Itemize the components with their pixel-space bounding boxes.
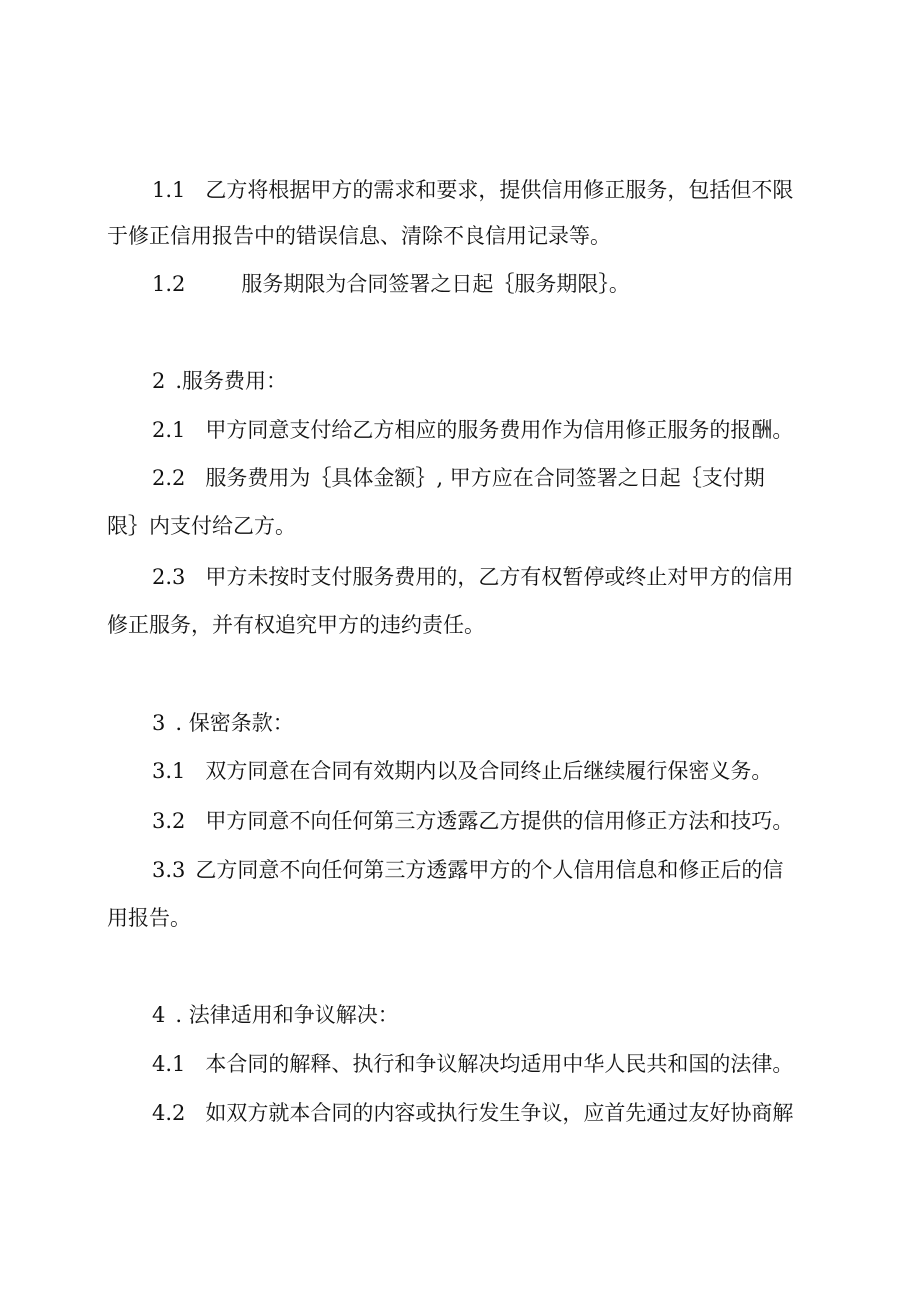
clause-number: 2.1 — [152, 418, 186, 442]
clause-2-3-line-1 — [152, 562, 862, 592]
clause-text: 用报告。 — [107, 906, 191, 930]
clause-number: 3.3 — [152, 858, 186, 882]
clause-1-2 — [152, 269, 862, 299]
clause-text: 服务费用为｛具体金额｝, 甲方应在合同签署之日起｛支付期 — [205, 466, 765, 490]
clause-text: 于修正信用报告中的错误信息、清除不良信用记录等。 — [107, 224, 611, 248]
clause-3-2 — [152, 806, 862, 836]
clause-text: 限｝内支付给乙方。 — [107, 514, 296, 538]
clause-text: 双方同意在合同有效期内以及合同终止后继续履行保密义务。 — [205, 759, 773, 783]
clause-text: 本合同的解释、执行和争议解决均适用中华人民共和国的法律。 — [205, 1052, 794, 1076]
clause-number: 2.3 — [152, 565, 186, 589]
section-title: . 法律适用和争议解决： — [175, 1003, 399, 1027]
clause-text: 乙方同意不向任何第三方透露甲方的个人信用信息和修正后的信 — [195, 858, 784, 882]
clause-number: 1.2 — [152, 272, 186, 296]
clause-3-1 — [152, 756, 862, 786]
clause-1-1-line-1 — [152, 175, 862, 205]
clause-3-3-line-1 — [152, 855, 862, 885]
clause-4-2-line-1 — [152, 1098, 862, 1128]
clause-text: 乙方将根据甲方的需求和要求，提供信用修正服务，包括但不限 — [205, 178, 794, 202]
clause-text: 如双方就本合同的内容或执行发生争议，应首先通过友好协商解 — [205, 1101, 794, 1125]
clause-number: 1.1 — [152, 178, 186, 202]
clause-number: 4.1 — [152, 1052, 186, 1076]
section-2-heading — [152, 366, 862, 396]
clause-number: 2.2 — [152, 466, 186, 490]
clause-number: 3.2 — [152, 809, 186, 833]
clause-2-2-line-1 — [152, 463, 862, 493]
clause-text: 甲方同意支付给乙方相应的服务费用作为信用修正服务的报酬。 — [205, 418, 794, 442]
clause-text: 甲方未按时支付服务费用的，乙方有权暂停或终止对甲方的信用 — [205, 565, 794, 589]
section-title: .服务费用： — [175, 369, 288, 393]
section-number: 3 — [152, 711, 166, 735]
clause-number: 3.1 — [152, 759, 186, 783]
clause-text: 服务期限为合同签署之日起｛服务期限｝。 — [241, 272, 630, 296]
clause-3-3-line-2 — [107, 903, 817, 933]
clause-text: 修正服务，并有权追究甲方的违约责任。 — [107, 613, 485, 637]
clause-2-3-line-2 — [107, 610, 817, 640]
clause-1-1-line-2 — [107, 221, 817, 251]
section-number: 4 — [152, 1003, 166, 1027]
section-3-heading — [152, 708, 862, 738]
clause-2-2-line-2 — [107, 511, 817, 541]
clause-number: 4.2 — [152, 1101, 186, 1125]
clause-4-1 — [152, 1049, 862, 1079]
clause-text: 甲方同意不向任何第三方透露乙方提供的信用修正方法和技巧。 — [205, 809, 794, 833]
clause-2-1 — [152, 415, 862, 445]
section-4-heading — [152, 1000, 862, 1030]
section-number: 2 — [152, 369, 166, 393]
section-title: . 保密条款： — [175, 711, 294, 735]
